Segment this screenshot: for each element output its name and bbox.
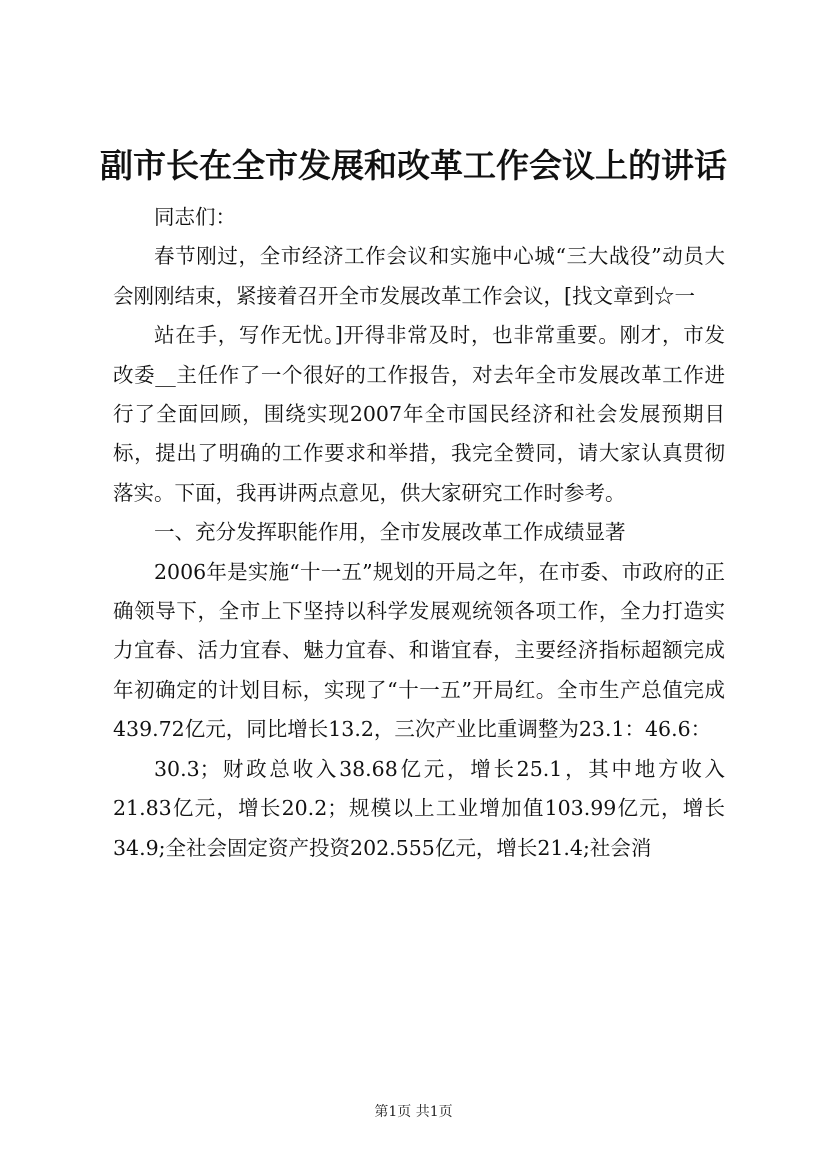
body-paragraph: 站在手，写作无忧。]开得非常及时，也非常重要。刚才，市发改委__主任作了一个很好的工作报告，对去年全市发展改革工作进行了全面回顾，围绕实现2007年全市国民经济和社会发展预期目标，提出了明确的工作要求和举措，我完全赞同，请大家认真贯彻落实。下面，我再讲两点意见，供大家研究工作时参考。 [113, 323, 725, 505]
body-paragraph: 30.3；财政总收入38.68亿元，增长25.1，其中地方收入21.83亿元，增长20.2；规模以上工业增加值103.99亿元，增长34.9;全社会固定资产投资202.555亿元，增长21.4;社会消 [113, 756, 725, 860]
section-heading: 一、充分发挥职能作用，全市发展改革工作成绩显著 [154, 520, 626, 545]
body-paragraph: 2006年是实施“十一五”规划的开局之年，在市委、市政府的正确领导下，全市上下坚持以科学发展观统领各项工作，全力打造实力宜春、活力宜春、魅力宜春、和谐宜春，主要经济指标超额完成年初确定的计划目标，实现了“十一五”开局红。全市生产总值完成439.72亿元，同比增长13.2，三次产业比重调整为23.1：46.6： [113, 559, 725, 742]
salutation-paragraph: 同志们： [154, 205, 236, 229]
document-title: 副市长在全市发展和改革工作会议上的讲话 [100, 146, 727, 185]
document-body [113, 198, 725, 868]
page-footer: 第1页 共1页 [374, 1104, 453, 1120]
body-paragraph: 春节刚过，全市经济工作会议和实施中心城“三大战役”动员大会刚刚结束，紧接着召开全市发展改革工作会议，[找文章到☆一 [113, 244, 725, 308]
